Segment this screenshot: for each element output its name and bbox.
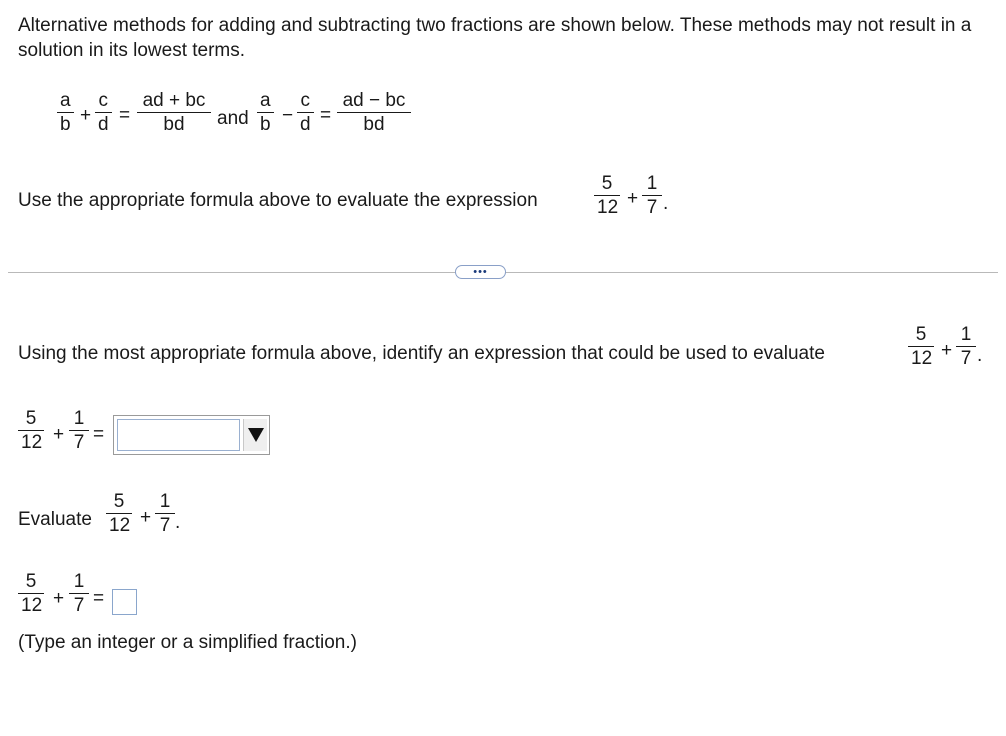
fraction-5-12: 5 12 <box>106 492 132 535</box>
fraction-1-7: 1 7 <box>69 572 89 615</box>
plus-operator: + <box>941 340 953 361</box>
fraction-5-12: 5 12 <box>908 325 934 368</box>
question-text: Using the most appropriate formula above, identify an expression that could be used to evaluate <box>18 343 825 364</box>
and-word: and <box>217 108 249 129</box>
fraction-1-7: 1 7 <box>155 492 175 535</box>
instruction-text: Use the appropriate formula above to evaluate the expression <box>18 190 538 211</box>
fraction-difference-result: ad − bc bd <box>337 91 411 134</box>
plus-operator: + <box>80 105 92 126</box>
fraction-5-12: 5 12 <box>18 572 44 615</box>
answer-input[interactable] <box>112 589 137 615</box>
fraction-1-7: 1 7 <box>642 174 662 217</box>
period: . <box>977 345 983 366</box>
equals-sign-sub: = <box>320 105 332 126</box>
evaluate-label: Evaluate <box>18 509 92 530</box>
fraction-5-12: 5 12 <box>18 409 44 452</box>
equals-sign: = <box>93 588 105 609</box>
fraction-a-b-sub: a b <box>257 91 274 134</box>
hint-text: (Type an integer or a simplified fraction.) <box>18 632 357 653</box>
plus-operator: + <box>627 188 639 209</box>
fraction-5-12: 5 12 <box>594 174 620 217</box>
fraction-sum-result: ad + bc bd <box>137 91 211 134</box>
expression-dropdown[interactable] <box>113 415 270 455</box>
plus-operator: + <box>140 507 152 528</box>
fraction-a-b: a b <box>57 91 74 134</box>
triangle-down-icon <box>247 427 265 443</box>
plus-operator: + <box>53 588 65 609</box>
period: . <box>663 193 669 214</box>
equals-sign: = <box>93 424 105 445</box>
show-more-button[interactable]: ••• <box>455 265 506 279</box>
dropdown-toggle[interactable] <box>243 419 267 451</box>
plus-operator: + <box>53 424 65 445</box>
fraction-c-d-sub: c d <box>297 91 314 134</box>
intro-text: Alternative methods for adding and subtracting two fractions are shown below. These methods may not result in a solution in its lowest terms. <box>18 15 972 61</box>
minus-operator: − <box>282 105 294 126</box>
fraction-1-7: 1 7 <box>69 409 89 452</box>
dropdown-value <box>117 419 240 451</box>
period: . <box>175 512 181 533</box>
equals-sign: = <box>119 105 131 126</box>
fraction-1-7: 1 7 <box>956 325 976 368</box>
fraction-c-d: c d <box>95 91 112 134</box>
